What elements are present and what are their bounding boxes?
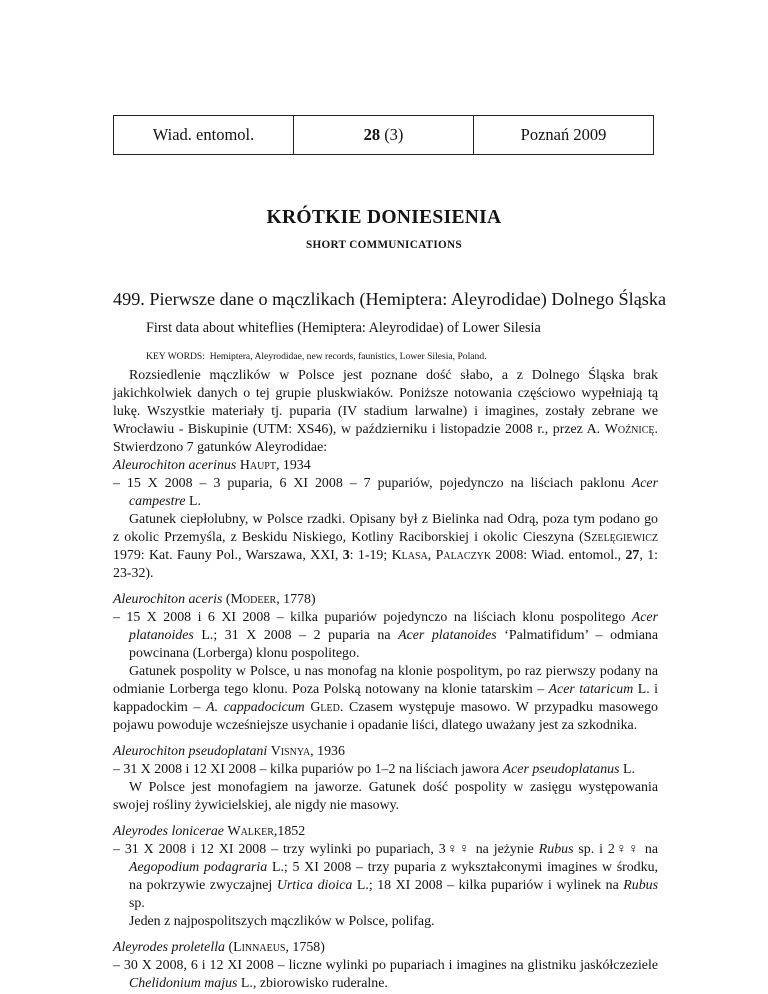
- record-text: ‘Palmatifidum’ – odmiana powcinana (Lorberga) klonu pospolitego.: [129, 628, 658, 661]
- host-plant: Aegopodium podagraria: [129, 860, 268, 875]
- note-text: L. i kappadockim –: [113, 682, 658, 715]
- species-year: , 1778): [276, 592, 316, 607]
- species-author: Linnaeus: [233, 940, 286, 955]
- record-text: – 31 X 2008 i 12 XI 2008 – trzy wylinki po pupariach, 3♀♀ na jeżynie: [113, 842, 539, 857]
- note-text: ,: [427, 548, 436, 563]
- reference-author: Szelęgiewicz: [583, 530, 658, 545]
- note-text: , 1: 23-32).: [113, 548, 659, 581]
- reference-author: Palaczyk: [435, 548, 492, 563]
- section-subtitle: SHORT COMMUNICATIONS: [306, 239, 462, 251]
- species-name: Aleurochiton aceris: [113, 592, 223, 607]
- record-text: sp.: [129, 896, 145, 911]
- species-author: Walker: [227, 824, 274, 839]
- record-text: L.; 18 XI 2008 – kilka pupariów i wylinek na: [352, 878, 624, 893]
- article-body: [113, 367, 658, 993]
- species-note: [113, 663, 658, 735]
- intro-text: Rozsiedlenie mączlików w Polsce jest poznane dość słabo, a z Dolnego Śląska brak jakichkolwiek danych o tej grupie pluskwiaków. Poniższe notowania częściowo wypełniają tą lukę. Wszystkie materiały tj. puparia (IV stadium larwalne) i imagines, zostały zebrane we Wrocławiu - Biskupinie (UTM: XS46), w październiku i listopadzie 2008 r., przez A.: [113, 368, 658, 437]
- host-plant: Acer tataricum: [548, 682, 634, 697]
- reference-volume: 27: [625, 548, 640, 563]
- article-title: 499. Pierwsze dane o mączlikach (Hemiptera: Aleyrodidae) Dolnego Śląska: [113, 289, 667, 309]
- record-text: L.: [619, 762, 635, 777]
- host-plant: Acer campestre: [129, 476, 658, 509]
- species-note: W Polsce jest monofagiem na jaworze. Gatunek dość pospolity w zasięgu występowania swojej rośliny żywicielskiej, ale nigdy nie masowy.: [113, 780, 658, 813]
- record-text: L.; 5 XI 2008 – trzy puparia z wykształconymi imagines w środku, na pokrzywie zwyczajnej: [129, 860, 658, 893]
- keywords-list: Hemiptera, Aleyrodidae, new records, faunistics, Lower Silesia, Poland.: [209, 351, 487, 362]
- note-text: Gatunek ciepłolubny, w Polsce rzadki. Opisany był z Bielinka nad Odrą, poza tym podano go z okolic Przemyśla, z Beskidu Niskiego, Kotliny Raciborskiej i okolic Cieszyna (: [113, 512, 658, 545]
- note-text: . Czasem występuje masowo. W przypadku masowego pojawu powoduje wcześniejsze usychanie i opadanie liści, dlatego uważany jest za szkodnika.: [113, 700, 658, 733]
- host-plant: Chelidonium majus: [129, 976, 238, 991]
- record-text: – 31 X 2008 i 12 XI 2008 – kilka pupariów po 1–2 na liściach jawora: [113, 762, 503, 777]
- taxon-author: Gled: [310, 700, 340, 715]
- journal-place-year: Poznań 2009: [473, 116, 653, 154]
- species-heading: [113, 743, 658, 761]
- section-title: KRÓTKIE DONIESIENIA: [266, 207, 502, 228]
- species-heading: [113, 823, 658, 841]
- record-text: – 15 X 2008 i 6 XI 2008 – kilka pupariów pojedynczo na liściach klonu pospolitego: [113, 610, 632, 625]
- species-record: [113, 475, 658, 511]
- species-heading: [113, 457, 658, 475]
- species-year: , 1936: [310, 744, 345, 759]
- keywords-label: KEY WORDS:: [146, 351, 205, 362]
- note-text: Gatunek pospolity w Polsce, u nas monofag na klonie pospolitym, po raz pierwszy podany na odmianie Lorberga tego klonu. Poza Polską notowany na klonie tatarskim –: [113, 664, 658, 697]
- species-note: Jeden z najpospolitszych mączlików w Polsce, polifag.: [129, 914, 435, 929]
- host-plant: Acer platanoides: [129, 610, 658, 643]
- reference-author: Klasa: [391, 548, 428, 563]
- species-name: Aleyrodes proletella: [113, 940, 225, 955]
- host-plant: A. cappadocicum: [206, 700, 305, 715]
- species-record: [113, 609, 658, 663]
- collector-name: Woźnicę: [604, 422, 655, 437]
- record-text: L., zbiorowisko ruderalne.: [237, 976, 388, 991]
- species-note: [113, 511, 658, 583]
- species-year: , 1758): [285, 940, 325, 955]
- journal-name: Wiad. entomol.: [152, 125, 255, 144]
- species-name: Aleurochiton acerinus: [113, 458, 237, 473]
- species-year: ,1852: [273, 824, 306, 839]
- host-plant: Rubus: [623, 878, 659, 893]
- keywords: [146, 351, 487, 362]
- species-name: Aleyrodes lonicerae: [113, 824, 224, 839]
- note-text: : 1-19;: [349, 548, 392, 563]
- intro-paragraph: [113, 367, 658, 457]
- species-author: Haupt: [239, 458, 276, 473]
- species-year-prefix: (: [225, 940, 234, 955]
- intro-text-end: . Stwierdzono 7 gatunków Aleyrodidae:: [113, 422, 658, 455]
- record-text: – 30 X 2008, 6 i 12 XI 2008 – liczne wylinki po pupariach i imagines na glistniku jaskółczeziele: [113, 958, 658, 973]
- species-name: Aleurochiton pseudoplatani: [113, 744, 268, 759]
- volume-number: 28: [363, 125, 381, 144]
- article-english-title: First data about whiteflies (Hemiptera: Aleyrodidae) of Lower Silesia: [146, 320, 541, 336]
- species-year-prefix: (: [222, 592, 231, 607]
- reference-volume: 3: [342, 548, 350, 563]
- host-plant: Urtica dioica: [276, 878, 353, 893]
- species-year: , 1934: [275, 458, 311, 473]
- journal-header: [113, 115, 654, 155]
- issue-number: (3): [384, 125, 404, 144]
- journal-volume: [293, 116, 473, 154]
- species-record: [113, 761, 658, 779]
- record-text: – 15 X 2008 – 3 puparia, 6 XI 2008 – 7 pupariów, pojedynczo na liściach paklonu: [113, 476, 632, 491]
- host-plant: Rubus: [538, 842, 574, 857]
- species-author: Visnya: [270, 744, 311, 759]
- host-plant: Acer platanoides: [398, 628, 497, 643]
- record-text: L.: [185, 494, 202, 509]
- species-author: Modeer: [230, 592, 277, 607]
- host-plant: Acer pseudoplatanus: [502, 762, 620, 777]
- species-heading: [113, 591, 658, 609]
- species-record: [113, 841, 658, 913]
- note-text: 1979: Kat. Fauny Pol., Warszawa, XXI,: [113, 548, 343, 563]
- species-heading: [113, 939, 658, 957]
- record-text: sp. i 2♀♀ na: [573, 842, 659, 857]
- record-text: L.; 31 X 2008 – 2 puparia na: [193, 628, 399, 643]
- note-text: 2008: Wiad. entomol.,: [491, 548, 626, 563]
- species-record: [113, 957, 658, 993]
